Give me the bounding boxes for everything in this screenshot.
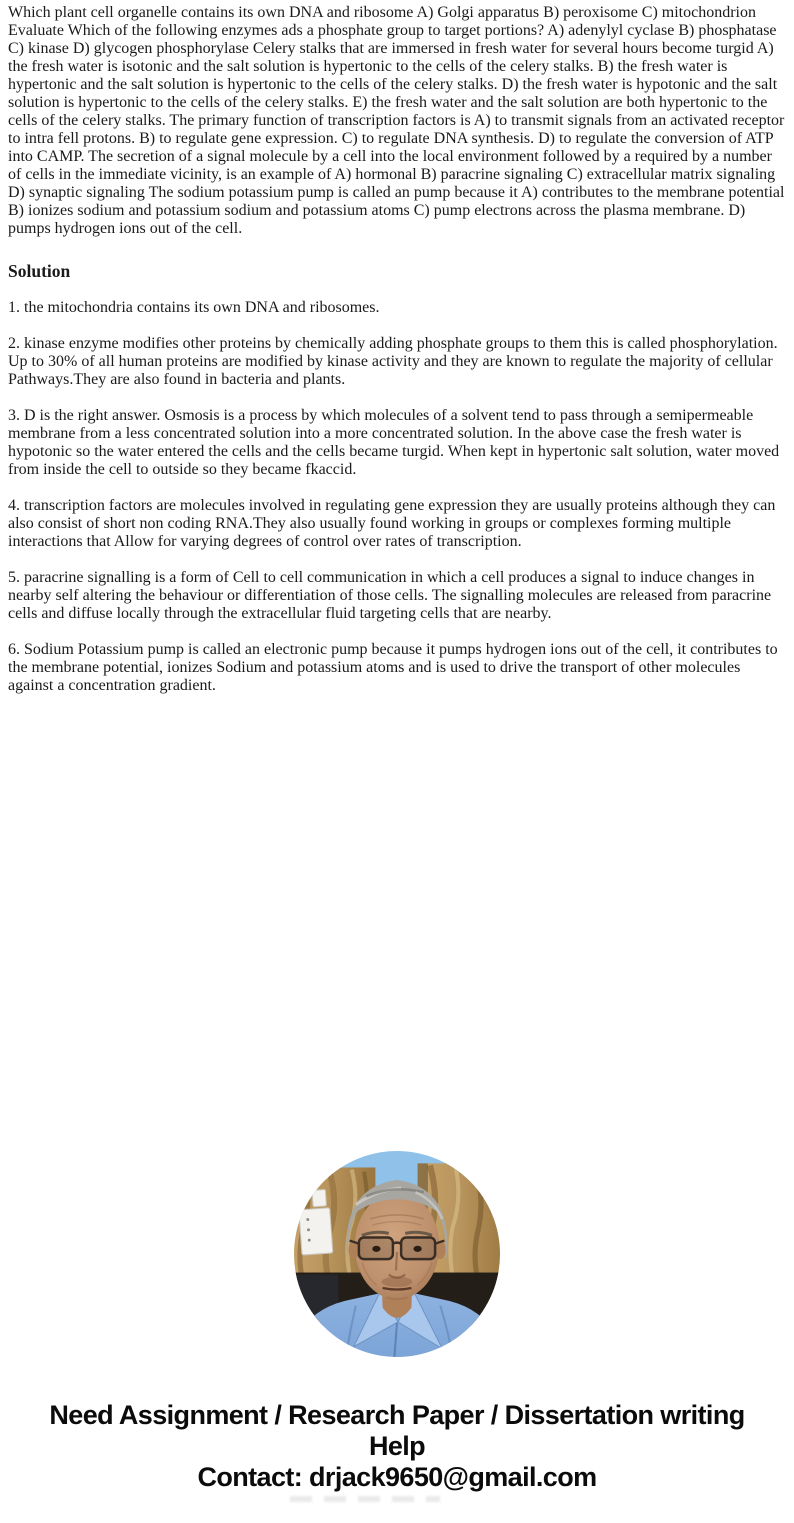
question-paragraph: Which plant cell organelle contains its own DNA and ribosome A) Golgi apparatus B) peroxisome C) mitochondrion Evaluate Which of the following enzymes ads a phosphate group to target portions? A) adenylyl cyclase B) phosphatase C) kinase D) glycogen phosphorylase Celery stalks that are immersed in fresh water for several hours become turgid A) the fresh water is isotonic and the salt solution is hypertonic to the cells of the celery stalks. B) the fresh water is hypertonic and the salt solution is hypertonic to the cells of the celery stalks. D) the fresh water is hypotonic and the salt solution is hypertonic to the cells of the celery stalks. E) the fresh water and the salt solution are both hypertonic to the cells of the celery stalks. The primary function of transcription factors is A) to transmit signals from an activated receptor to intra fell protons. B) to regulate gene expression. C) to regulate DNA synthesis. D) to regulate the conversion of ATP into CAMP. The secretion of a signal molecule by a cell into the local environment followed by a required by a number of cells in the immediate vicinity, is an example of A) hormonal B) paracrine signaling C) extracellular matrix signaling D) synaptic signaling The sodium potassium pump is called an pump because it A) contributes to the membrane potential B) ionizes sodium and potassium sodium and potassium atoms C) pump electrons across the plasma membrane. D) pumps hydrogen ions out of the cell.	[8, 4, 785, 237]
footer	[0, 1400, 794, 1493]
promo-text: Need Assignment / Research Paper / Dissertation writing Help	[49, 1400, 745, 1461]
tutor-photo-avatar	[294, 1151, 500, 1357]
solution-item-5: 5. paracrine signalling is a form of Cell to cell communication in which a cell produces a signal to induce changes in nearby self altering the behaviour or differentiation of those cells. The signalling molecules are released from paracrine cells and diffuse locally through the extracellular fluid targeting cells that are nearby.	[8, 569, 772, 622]
ghost-text-artifact	[290, 1496, 440, 1502]
solution-item-1: 1. the mitochondria contains its own DNA and ribosomes.	[8, 299, 380, 316]
contact-text: Contact: drjack9650@gmail.com	[197, 1462, 597, 1492]
solution-item-6: 6. Sodium Potassium pump is called an electronic pump because it pumps hydrogen ions out of the cell, it contributes to the membrane potential, ionizes Sodium and potassium atoms and is used to drive the transport of other molecules against a concentration gradient.	[8, 641, 778, 694]
solution-item-2: 2. kinase enzyme modifies other proteins by chemically adding phosphate groups to them this is called phosphorylation. Up to 30% of all human proteins are modified by kinase activity and they are known to regulate the majority of cellular Pathways.They are also found in bacteria and plants.	[8, 335, 778, 388]
solution-item-3: 3. D is the right answer. Osmosis is a process by which molecules of a solvent tend to pass through a semipermeable membrane from a less concentrated solution into a more concentrated solution. In the above case the fresh water is hypotonic so the water entered the cells and the cells became turgid. When kept in hypertonic salt solution, water moved from inside the cell to outside so they became fkaccid.	[8, 407, 780, 478]
tutor-photo-illustration	[294, 1151, 500, 1357]
solution-heading: Solution	[8, 261, 71, 281]
document-body	[0, 0, 794, 695]
solution-item-4: 4. transcription factors are molecules involved in regulating gene expression they are usually proteins although they can also consist of short non coding RNA.They also usually found working in groups or complexes forming multiple interactions that Allow for varying degrees of control over rates of transcription.	[8, 497, 776, 550]
